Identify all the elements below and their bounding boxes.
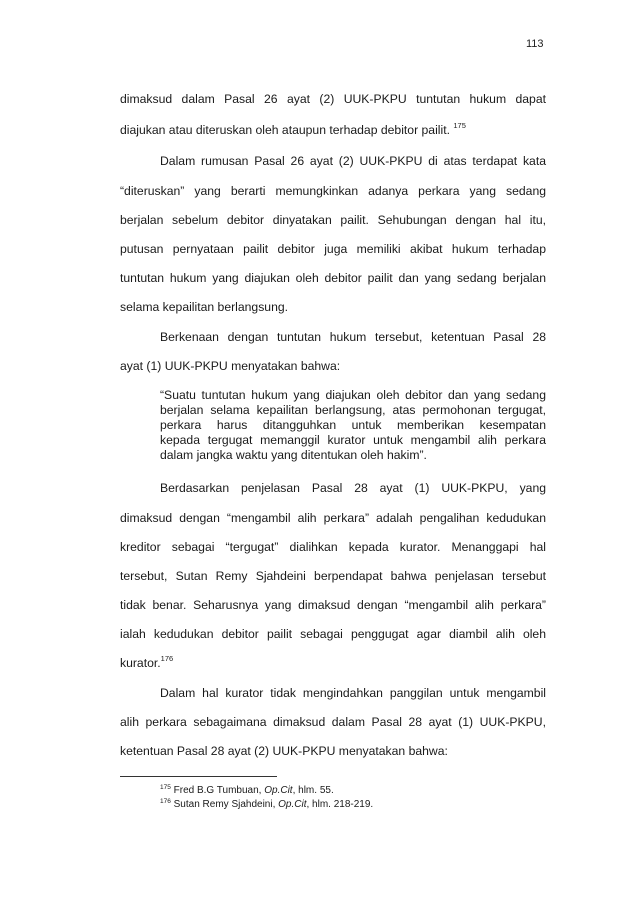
body-line: Berdasarkan penjelasan Pasal 28 ayat (1) UUK-PKPU, yang (160, 481, 546, 495)
footnote-separator (120, 776, 277, 777)
body-line: Berkenaan dengan tuntutan hukum tersebut, ketentuan Pasal 28 (160, 330, 546, 344)
body-line: ketentuan Pasal 28 ayat (2) UUK-PKPU menyatakan bahwa: (120, 744, 448, 758)
quote-line: berjalan selama kepailitan berlangsung, atas permohonan tergugat, (160, 403, 546, 417)
body-line: tuntutan hukum yang diajukan oleh debitor pailit dan yang sedang berjalan (120, 271, 546, 285)
footnote-ref: 176 (160, 654, 174, 663)
body-line: tersebut, Sutan Remy Sjahdeini berpendapat bahwa penjelasan tersebut (120, 569, 546, 583)
quote-line: “Suatu tuntutan hukum yang diajukan oleh debitor dan yang sedang (160, 388, 546, 402)
body-line: ayat (1) UUK-PKPU menyatakan bahwa: (120, 359, 341, 373)
body-line: Dalam rumusan Pasal 26 ayat (2) UUK-PKPU di atas terdapat kata (160, 154, 546, 168)
body-line: Dalam hal kurator tidak mengindahkan panggilan untuk mengambil (160, 686, 546, 700)
footnote: $^{175}$ Fred B.G Tumbuan, Op.Cit, hlm. 55. (160, 784, 334, 796)
body-line: selama kepailitan berlangsung. (120, 300, 289, 314)
body-line: dimaksud dalam Pasal 26 ayat (2) UUK-PKPU tuntutan hukum dapat (120, 92, 546, 106)
page-number: 113 (526, 38, 544, 50)
body-line: diajukan atau diteruskan oleh ataupun terhadap debitor pailit. $^{175}$ (120, 121, 466, 137)
quote-line: dalam jangka waktu yang ditentukan oleh hakim”. (160, 448, 427, 462)
body-line: tidak benar. Seharusnya yang dimaksud dengan “mengambil alih perkara” (120, 598, 546, 612)
body-line: berjalan sebelum debitor dinyatakan pailit. Sehubungan dengan hal itu, (120, 213, 546, 227)
body-line: kurator.$^{176}$ (120, 654, 174, 670)
body-line: kreditor sebagai “tergugat” dialihkan kepada kurator. Menanggapi hal (120, 540, 546, 554)
body-line: putusan pernyataan pailit debitor juga memiliki akibat hukum terhadap (120, 242, 546, 256)
quote-line: perkara harus ditangguhkan untuk memberikan kesempatan (160, 418, 546, 432)
quote-line: kepada tergugat memanggil kurator untuk mengambil alih perkara (160, 433, 546, 447)
footnote-number: 176 (160, 798, 171, 805)
body-line: alih perkara sebagaimana dimaksud dalam Pasal 28 ayat (1) UUK-PKPU, (120, 715, 546, 729)
body-line: ialah kedudukan debitor pailit sebagai penggugat agar diambil alih oleh (120, 627, 546, 641)
body-line: “diteruskan” yang berarti memungkinkan adanya perkara yang sedang (120, 184, 546, 198)
body-line: dimaksud dengan “mengambil alih perkara” adalah pengalihan kedudukan (120, 511, 546, 525)
footnote-ref: 175 (453, 121, 466, 130)
footnote-number: 175 (160, 784, 171, 791)
footnote: $^{176}$ Sutan Remy Sjahdeini, Op.Cit, hlm. 218-219. (160, 798, 374, 810)
